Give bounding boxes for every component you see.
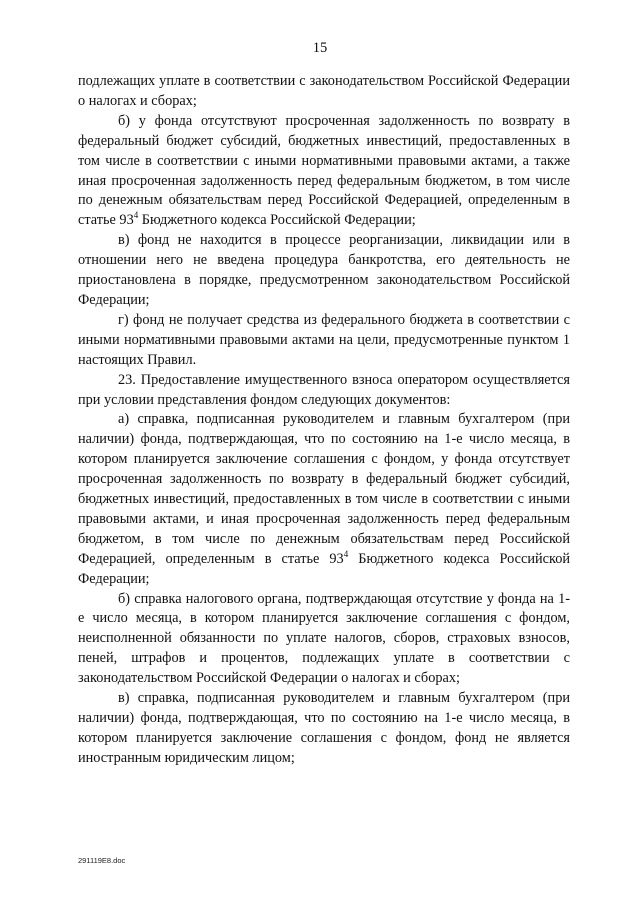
paragraph-23-documents: 23. Предоставление имущественного взноса оператором осуществляется при условии представления фондом следующих документов: [78,371,570,408]
paragraph-b-no-debt: б) у фонда отсутствуют просроченная задолженность по возврату в федеральный бюджет субсидий, бюджетных инвестиций, предоставленных в том числе в соответствии с иными нормативными правовыми актами, а также иная просроченная задолженность перед федеральным бюджетом, в том числе по денежным обязательствам перед Российской Федерацией, определенным в статье $93^4$ Бюджетного кодекса Российской Федерации; [78,112,570,229]
file-name-footer: 291119E8.doc [78,856,126,865]
paragraph-a-certificate: а) справка, подписанная руководителем и главным бухгалтером (при наличии) фонда, подтверждающая, что по состоянию на 1-е число месяца, в котором планируется заключение соглашения с фондом, у фонда отсутствует просроченная задолженность по возврату в федеральный бюджет субсидий, бюджетных инвестиций, предоставленных в том числе в соответствии с иными правовыми актами, и иная просроченная задолженность перед федеральным бюджетом, в том числе по денежным обязательствам перед Российской Федерацией, определенным в статье $93^4$ Бюджетного кодекса Российской Федерации; [78,411,570,587]
paragraph-g-no-federal-funds: г) фонд не получает средства из федерального бюджета в соответствии с иными нормативными правовыми актами на цели, предусмотренные пунктом 1 настоящих Правил. [78,311,570,368]
page-number: 15 [312,40,328,56]
paragraph-v-no-reorganization: в) фонд не находится в процессе реорганизации, ликвидации или в отношении него не введена процедура банкротства, его деятельность не приостановлена в порядке, предусмотренном законодательством Российской Федерации; [78,232,570,308]
paragraph-continuation: подлежащих уплате в соответствии с законодательством Российской Федерации о налогах и сборах; [78,73,570,109]
paragraph-v-foreign-entity: в) справка, подписанная руководителем и главным бухгалтером (при наличии) фонда, подтверждающая, что по состоянию на 1-е число месяца, в котором планируется заключение соглашения с фондом, фонд не является иностранным юридическим лицом; [78,690,570,766]
document-body [78,72,570,769]
paragraph-b-tax-certificate: б) справка налогового органа, подтверждающая отсутствие у фонда на 1-е число месяца, в котором планируется заключение соглашения с фондом, неисполненной обязанности по уплате налогов, сборов, страховых взносов, пеней, штрафов и процентов, подлежащих уплате в соответствии с законодательством Российской Федерации о налогах и сборах; [78,590,570,687]
